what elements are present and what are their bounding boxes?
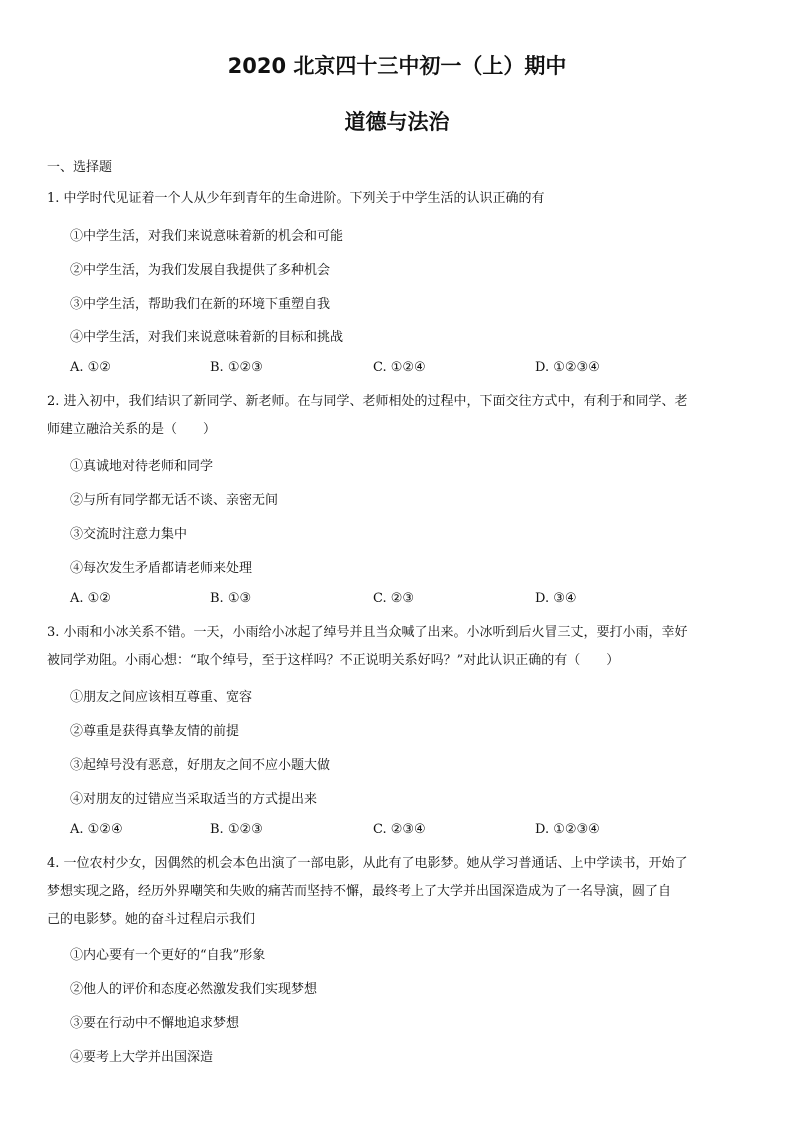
question-4-stem-line-1: 4. 一位农村少女，因偶然的机会本色出演了一部电影，从此有了电影梦。她从学习普通话、上中学读书，开始了 — [47, 856, 688, 871]
choice-d: D. ①②③④ — [535, 822, 600, 837]
section-heading: 一、选择题 — [47, 160, 113, 175]
question-3-statement-3: ③起绰号没有恶意，好朋友之间不应小题大做 — [70, 758, 331, 773]
question-3-stem-line-2: 被同学劝阻。小雨心想：“取个绰号，至于这样吗？不正说明关系好吗？”对此认识正确的有（ ） — [47, 653, 620, 668]
choice-c: C. ②③④ — [373, 822, 426, 837]
question-1-statement-1: ①中学生活，对我们来说意味着新的机会和可能 — [70, 229, 344, 244]
question-4-statement-4: ④要考上大学并出国深造 — [70, 1050, 214, 1065]
choice-c: C. ①②④ — [373, 360, 426, 375]
question-2-statement-1: ①真诚地对待老师和同学 — [70, 459, 214, 474]
choice-a: A. ①② — [70, 591, 111, 606]
choice-b: B. ①②③ — [210, 360, 263, 375]
choice-c: C. ②③ — [373, 591, 415, 606]
question-3-statement-1: ①朋友之间应该相互尊重、宽容 — [70, 690, 253, 705]
exam-title: 2020 北京四十三中初一（上）期中 — [227, 54, 567, 78]
question-1-stem: 1. 中学时代见证着一个人从少年到青年的生命进阶。下列关于中学生活的认识正确的有 — [47, 191, 545, 206]
question-2-stem-line-1: 2. 进入初中，我们结识了新同学、新老师。在与同学、老师相处的过程中，下面交往方式中，有利于和同学、老 — [47, 394, 688, 409]
question-4-statement-2: ②他人的评价和态度必然激发我们实现梦想 — [70, 982, 318, 997]
question-3-statement-4: ④对朋友的过错应当采取适当的方式提出来 — [70, 792, 318, 807]
question-4-stem-line-2: 梦想实现之路，经历外界嘲笑和失败的痛苦而坚持不懈，最终考上了大学并出国深造成为了一名导演，圆了自 — [47, 884, 672, 899]
subject-title: 道德与法治 — [344, 110, 450, 134]
question-3-stem — [47, 619, 747, 675]
question-2-statement-2: ②与所有同学都无话不谈、亲密无间 — [70, 493, 279, 508]
choice-d: D. ①②③④ — [535, 360, 600, 375]
question-2-statement-3: ③交流时注意力集中 — [70, 527, 188, 542]
question-4-stem-line-3: 己的电影梦。她的奋斗过程启示我们 — [47, 912, 256, 927]
choice-b: B. ①③ — [210, 591, 252, 606]
question-1-statement-2: ②中学生活，为我们发展自我提供了多种机会 — [70, 263, 331, 278]
question-2-stem — [47, 388, 747, 444]
choice-d: D. ③④ — [535, 591, 577, 606]
question-2-statement-4: ④每次发生矛盾都请老师来处理 — [70, 561, 253, 576]
question-1-statement-4: ④中学生活，对我们来说意味着新的目标和挑战 — [70, 330, 344, 345]
choice-a: A. ①② — [70, 360, 111, 375]
question-4-statement-3: ③要在行动中不懈地追求梦想 — [70, 1016, 240, 1031]
question-2-stem-line-2: 师建立融洽关系的是（ ） — [47, 422, 217, 437]
question-4-statement-1: ①内心要有一个更好的“自我”形象 — [70, 948, 266, 963]
question-3-stem-line-1: 3. 小雨和小冰关系不错。一天，小雨给小冰起了绰号并且当众喊了出来。小冰听到后火冒三丈，要打小雨，幸好 — [47, 625, 688, 640]
question-3-statement-2: ②尊重是获得真挚友情的前提 — [70, 724, 240, 739]
choice-b: B. ①②③ — [210, 822, 263, 837]
choice-a: A. ①②④ — [70, 822, 123, 837]
question-4-stem — [47, 850, 747, 934]
question-1-statement-3: ③中学生活，帮助我们在新的环境下重塑自我 — [70, 297, 331, 312]
